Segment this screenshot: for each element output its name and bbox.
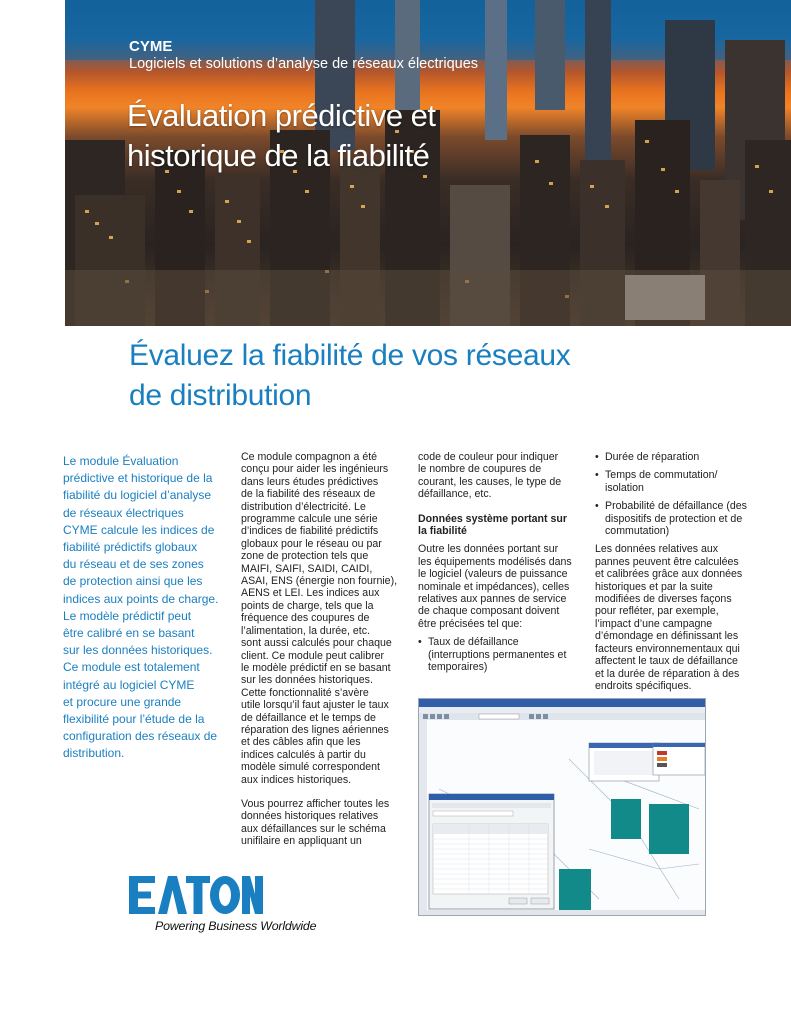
brand-name: CYME [129,38,173,55]
text-line: intégré au logiciel CYME [63,677,195,692]
text-line: Cette fonctionnalité s’avère [241,686,369,699]
text-line: fréquence des coupures de [241,612,370,625]
body-paragraph [418,451,580,501]
text-line: de défaillance et le temps de [241,711,376,724]
text-line: de la fiabilité des réseaux de [241,488,376,501]
text-line: indices calculés à partir du [241,748,366,761]
software-screenshot [418,698,706,916]
column-2 [241,451,401,848]
brand-tagline: Logiciels et solutions d’analyse de réseaux électriques [129,56,479,72]
text-line: d’émondage en définissant les [595,630,739,643]
text-line: dans leurs études prédictives [241,475,379,488]
text-line: courant, les causes, le type de [418,475,562,488]
text-line: l’impact d’une campagne [595,617,713,630]
hero-title [127,96,547,176]
eaton-logo [129,876,263,919]
bullet-item [418,636,580,673]
text-line: fiabilité prédictifs globaux [63,540,198,555]
text-line: aux défaillances sur le schéma [241,822,386,835]
logo-tagline: Powering Business Worldwide [155,919,317,933]
column-3 [418,451,580,680]
body-paragraph [418,543,580,630]
hero-title-line: historique de la fiabilité [127,138,430,173]
text-line: réparation des lignes aériennes [241,723,389,736]
text-line: indices aux points de charge. [63,591,219,606]
text-line: Ce module compagnon a été [241,451,378,463]
cyme-app-screenshot-image [419,699,706,916]
text-line: Le module Évaluation [63,454,179,468]
bullet-item [595,451,760,463]
text-line: endroits spécifiques. [595,679,692,692]
eaton-wordmark-image [129,876,263,914]
body-paragraph [241,798,401,848]
text-line: sur les données historiques. [241,674,373,687]
text-line: les équipements modélisés dans [418,555,572,568]
text-line: • Temps de commutation/ [605,469,718,482]
text-line: zone de protection tels que [241,550,369,563]
text-line: Ce module est totalement [63,660,200,675]
body-paragraph [241,451,401,786]
text-line: être précisées tel que: [418,617,523,630]
text-line: de protection ainsi que les [63,574,203,589]
text-line: la fiabilité [418,525,467,538]
text-line: de chaque composant doivent [418,605,560,618]
text-line: le modèle prédictif en se basant [241,661,391,674]
text-line: • Durée de réparation [605,451,700,463]
text-line: sont aussi calculés pour chaque [241,637,392,650]
text-line: affectent le taux de défaillance [595,655,738,668]
section-subheading [418,513,580,538]
text-line: de réseaux électriques [63,505,184,520]
headline-line: Évaluez la fiabilité de vos réseaux [129,339,571,372]
text-line: programme calcule une série [241,513,378,526]
text-line: nominale et impédances), celles [418,580,570,593]
text-line: le logiciel (valeurs de puissance [418,568,568,581]
text-line: code de couleur pour indiquer [418,451,559,463]
text-line: Vous pourrez afficher toutes les [241,797,390,810]
text-line: données historiques relatives [241,810,379,823]
text-line: du réseau et de ses zones [63,557,204,572]
text-line: Les données relatives aux [595,543,719,556]
text-line: l’alimentation, la durée, etc. [241,624,370,637]
text-line: facteurs environnementaux qui [595,642,740,655]
text-line: aux indices historiques. [241,773,352,786]
text-line: • Probabilité de défaillance (des [605,500,747,513]
text-line: et calibrées grâce aux données [595,568,743,581]
page-headline [129,336,689,416]
text-line: historiques et par la suite [595,580,713,593]
intro-paragraph [63,453,233,763]
text-line: temporaires) [428,661,488,674]
text-line: pannes peuvent être calculées [595,555,739,568]
bullet-item [595,500,760,537]
text-line: globaux pour le réseau ou par [241,537,382,550]
text-line: ASAI, ENS (énergie non fournie), [241,575,398,588]
text-line: défaillance, etc. [418,488,492,501]
text-line: Données système portant sur [418,512,567,525]
text-line: sur les données historiques. [63,643,213,658]
text-line: configuration des réseaux de [63,729,218,744]
text-line: et des câbles afin que les [241,736,361,749]
bullet-item [595,469,760,494]
text-line: distribution. [63,746,125,761]
text-line: flexibilité pour l’étude de la [63,712,205,727]
hero-banner [65,0,791,326]
text-line: pour refléter, par exemple, [595,605,719,618]
text-line: modifiées de diverses façons [595,593,732,606]
text-line: points de charge, tels que la [241,599,374,612]
text-line: et la durée de réparation à des [595,667,740,680]
text-line: CYME calcule les indices de [63,522,215,537]
text-line: Le modèle prédictif peut [63,608,192,623]
bullet-list [418,636,580,673]
body-paragraph [595,543,760,692]
text-line: et procure une grande [63,694,182,709]
text-line: le nombre de coupures de [418,463,542,476]
text-line: dispositifs de protection et de [605,512,743,525]
text-line: distribution d’électricité. Le [241,500,366,513]
headline-line: de distribution [129,379,312,412]
text-line: (interruptions permanentes et [428,648,567,661]
text-line: • Taux de défaillance [428,636,519,649]
text-line: modèle simulé correspondent [241,761,380,774]
text-line: conçu pour aider les ingénieurs [241,463,389,476]
text-line: isolation [605,481,644,494]
text-line: prédictive et historique de la [63,471,213,486]
column-4 [595,451,760,692]
text-line: Outre les données portant sur [418,543,559,556]
text-line: d’indices de fiabilité prédictifs [241,525,379,538]
hero-title-line: Évaluation prédictive et [127,98,436,133]
text-line: fiabilité du logiciel d’analyse [63,488,212,503]
text-line: relatives aux pannes de service [418,593,567,606]
text-line: utile lorsqu’il faut ajuster le taux [241,699,389,712]
text-line: client. Ce module peut calibrer [241,649,385,662]
text-line: commutation) [605,525,670,538]
bullet-list [595,451,760,537]
text-line: MAIFI, SAIFI, SAIDI, CAIDI, [241,562,373,575]
text-line: être calibré en se basant [63,626,195,641]
text-line: AENS et LEI. Les indices aux [241,587,380,600]
text-line: unifilaire en appliquant un [241,835,362,848]
